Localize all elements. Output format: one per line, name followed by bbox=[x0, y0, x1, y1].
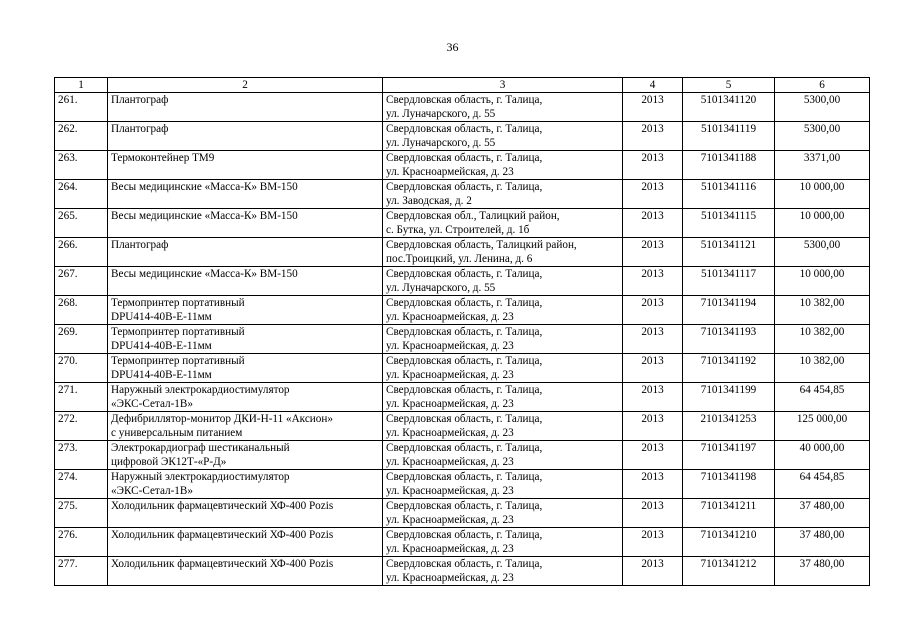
address-cell bbox=[383, 93, 623, 122]
row-number-cell: 269. bbox=[55, 325, 108, 354]
cost-cell: 40 000,00 bbox=[775, 441, 870, 470]
year-cell: 2013 bbox=[623, 528, 683, 557]
year-cell: 2013 bbox=[623, 209, 683, 238]
table-header-row bbox=[55, 78, 870, 93]
item-name-cell-line: DPU414-40B-E-11мм bbox=[111, 311, 212, 323]
table-row bbox=[55, 325, 870, 354]
address-cell bbox=[383, 209, 623, 238]
cost-cell: 37 480,00 bbox=[775, 528, 870, 557]
address-cell-line: ул. Красноармейская, д. 23 bbox=[386, 572, 514, 584]
year-cell: 2013 bbox=[623, 383, 683, 412]
item-name-cell-line: DPU414-40B-E-11мм bbox=[111, 369, 212, 381]
item-name-cell-line: Наружный электрокардиостимулятор bbox=[111, 384, 290, 396]
address-cell-line: Свердловская область, г. Талица, bbox=[386, 558, 543, 570]
item-name-cell-line: Дефибриллятор-монитор ДКИ-Н-11 «Аксион» bbox=[111, 413, 333, 425]
item-name-cell-line: Термопринтер портативный bbox=[111, 297, 245, 309]
year-cell: 2013 bbox=[623, 412, 683, 441]
row-number-cell: 263. bbox=[55, 151, 108, 180]
year-cell: 2013 bbox=[623, 122, 683, 151]
address-cell bbox=[383, 238, 623, 267]
item-name-cell-line: с универсальным питанием bbox=[111, 427, 243, 439]
address-cell-line: Свердловская область, г. Талица, bbox=[386, 384, 543, 396]
column-header-cost: 6 bbox=[775, 78, 870, 93]
column-header-address: 3 bbox=[383, 78, 623, 93]
address-cell-line: Свердловская область, г. Талица, bbox=[386, 297, 543, 309]
row-number-cell: 272. bbox=[55, 412, 108, 441]
table-row bbox=[55, 180, 870, 209]
table-row bbox=[55, 209, 870, 238]
item-name-cell bbox=[108, 528, 383, 557]
cost-cell: 125 000,00 bbox=[775, 412, 870, 441]
table-row bbox=[55, 557, 870, 586]
table-row bbox=[55, 499, 870, 528]
table-row bbox=[55, 383, 870, 412]
item-name-cell bbox=[108, 296, 383, 325]
row-number-cell: 266. bbox=[55, 238, 108, 267]
item-name-cell bbox=[108, 470, 383, 499]
table-row bbox=[55, 441, 870, 470]
item-name-cell bbox=[108, 557, 383, 586]
inventory-number-cell: 7101341210 bbox=[683, 528, 775, 557]
row-number-cell: 270. bbox=[55, 354, 108, 383]
address-cell-line: Свердловская область, г. Талица, bbox=[386, 326, 543, 338]
address-cell-line: ул. Красноармейская, д. 23 bbox=[386, 166, 514, 178]
cost-cell: 10 000,00 bbox=[775, 209, 870, 238]
address-cell bbox=[383, 528, 623, 557]
address-cell-line: Свердловская область, г. Талица, bbox=[386, 268, 543, 280]
year-cell: 2013 bbox=[623, 151, 683, 180]
item-name-cell bbox=[108, 383, 383, 412]
item-name-cell-line: Холодильник фармацевтический ХФ-400 Pozis bbox=[111, 529, 334, 541]
item-name-cell-line: Холодильник фармацевтический ХФ-400 Pozis bbox=[111, 500, 334, 512]
item-name-cell-line: Термопринтер портативный bbox=[111, 326, 245, 338]
table-row bbox=[55, 267, 870, 296]
cost-cell: 10 000,00 bbox=[775, 180, 870, 209]
row-number-cell: 275. bbox=[55, 499, 108, 528]
inventory-number-cell: 7101341199 bbox=[683, 383, 775, 412]
inventory-number-cell: 5101341115 bbox=[683, 209, 775, 238]
item-name-cell bbox=[108, 209, 383, 238]
item-name-cell-line: Плантограф bbox=[111, 123, 169, 135]
row-number-cell: 274. bbox=[55, 470, 108, 499]
address-cell bbox=[383, 499, 623, 528]
row-number-cell: 264. bbox=[55, 180, 108, 209]
inventory-number-cell: 7101341192 bbox=[683, 354, 775, 383]
table-row bbox=[55, 470, 870, 499]
address-cell-line: ул. Красноармейская, д. 23 bbox=[386, 456, 514, 468]
address-cell-line: пос.Троицкий, ул. Ленина, д. 6 bbox=[386, 253, 533, 265]
address-cell-line: Свердловская область, Талицкий район, bbox=[386, 239, 577, 251]
item-name-cell-line: Наружный электрокардиостимулятор bbox=[111, 471, 290, 483]
address-cell-line: Свердловская область, г. Талица, bbox=[386, 529, 543, 541]
address-cell-line: ул. Красноармейская, д. 23 bbox=[386, 369, 514, 381]
column-header-inventory: 5 bbox=[683, 78, 775, 93]
item-name-cell-line: DPU414-40B-E-11мм bbox=[111, 340, 212, 352]
year-cell: 2013 bbox=[623, 441, 683, 470]
cost-cell: 37 480,00 bbox=[775, 499, 870, 528]
address-cell-line: Свердловская область, г. Талица, bbox=[386, 94, 543, 106]
address-cell-line: Свердловская область, г. Талица, bbox=[386, 413, 543, 425]
item-name-cell-line: Термопринтер портативный bbox=[111, 355, 245, 367]
inventory-number-cell: 5101341120 bbox=[683, 93, 775, 122]
item-name-cell bbox=[108, 441, 383, 470]
cost-cell: 10 382,00 bbox=[775, 325, 870, 354]
item-name-cell-line: Холодильник фармацевтический ХФ-400 Pozis bbox=[111, 558, 334, 570]
inventory-number-cell: 7101341211 bbox=[683, 499, 775, 528]
address-cell-line: ул. Красноармейская, д. 23 bbox=[386, 485, 514, 497]
address-cell-line: ул. Красноармейская, д. 23 bbox=[386, 311, 514, 323]
item-name-cell-line: Плантограф bbox=[111, 94, 169, 106]
table-row bbox=[55, 151, 870, 180]
cost-cell: 64 454,85 bbox=[775, 470, 870, 499]
inventory-number-cell: 5101341117 bbox=[683, 267, 775, 296]
address-cell-line: ул. Красноармейская, д. 23 bbox=[386, 398, 514, 410]
address-cell-line: Свердловская область, г. Талица, bbox=[386, 442, 543, 454]
row-number-cell: 265. bbox=[55, 209, 108, 238]
column-header-name: 2 bbox=[108, 78, 383, 93]
year-cell: 2013 bbox=[623, 180, 683, 209]
row-number-cell: 273. bbox=[55, 441, 108, 470]
row-number-cell: 261. bbox=[55, 93, 108, 122]
table-row bbox=[55, 412, 870, 441]
cost-cell: 10 382,00 bbox=[775, 354, 870, 383]
property-table bbox=[54, 77, 870, 586]
item-name-cell-line: «ЭКС-Сетал-1В» bbox=[111, 485, 193, 497]
address-cell-line: с. Бутка, ул. Строителей, д. 1б bbox=[386, 224, 530, 236]
address-cell bbox=[383, 325, 623, 354]
item-name-cell-line: Весы медицинские «Масса-К» ВМ-150 bbox=[111, 181, 298, 193]
item-name-cell-line: Плантограф bbox=[111, 239, 169, 251]
address-cell bbox=[383, 180, 623, 209]
item-name-cell bbox=[108, 325, 383, 354]
cost-cell: 3371,00 bbox=[775, 151, 870, 180]
row-number-cell: 267. bbox=[55, 267, 108, 296]
inventory-number-cell: 5101341119 bbox=[683, 122, 775, 151]
row-number-cell: 271. bbox=[55, 383, 108, 412]
address-cell bbox=[383, 441, 623, 470]
address-cell-line: ул. Луначарского, д. 55 bbox=[386, 137, 496, 149]
address-cell bbox=[383, 122, 623, 151]
item-name-cell bbox=[108, 122, 383, 151]
column-header-year: 4 bbox=[623, 78, 683, 93]
table-row bbox=[55, 528, 870, 557]
row-number-cell: 268. bbox=[55, 296, 108, 325]
item-name-cell-line: Электрокардиограф шестиканальный bbox=[111, 442, 290, 454]
year-cell: 2013 bbox=[623, 296, 683, 325]
row-number-cell: 276. bbox=[55, 528, 108, 557]
table-row bbox=[55, 296, 870, 325]
item-name-cell bbox=[108, 238, 383, 267]
page-number: 36 bbox=[446, 40, 459, 54]
item-name-cell bbox=[108, 499, 383, 528]
inventory-number-cell: 7101341212 bbox=[683, 557, 775, 586]
year-cell: 2013 bbox=[623, 499, 683, 528]
inventory-number-cell: 7101341194 bbox=[683, 296, 775, 325]
item-name-cell-line: Весы медицинские «Масса-К» ВМ-150 bbox=[111, 210, 298, 222]
cost-cell: 5300,00 bbox=[775, 238, 870, 267]
address-cell-line: ул. Красноармейская, д. 23 bbox=[386, 427, 514, 439]
table-row bbox=[55, 354, 870, 383]
table-row bbox=[55, 93, 870, 122]
address-cell bbox=[383, 557, 623, 586]
address-cell-line: ул. Красноармейская, д. 23 bbox=[386, 340, 514, 352]
inventory-number-cell: 7101341198 bbox=[683, 470, 775, 499]
cost-cell: 5300,00 bbox=[775, 93, 870, 122]
cost-cell: 10 382,00 bbox=[775, 296, 870, 325]
inventory-number-cell: 7101341193 bbox=[683, 325, 775, 354]
address-cell bbox=[383, 470, 623, 499]
inventory-number-cell: 5101341121 bbox=[683, 238, 775, 267]
year-cell: 2013 bbox=[623, 238, 683, 267]
year-cell: 2013 bbox=[623, 557, 683, 586]
item-name-cell bbox=[108, 354, 383, 383]
address-cell-line: ул. Луначарского, д. 55 bbox=[386, 108, 496, 120]
address-cell-line: Свердловская обл., Талицкий район, bbox=[386, 210, 560, 222]
year-cell: 2013 bbox=[623, 354, 683, 383]
item-name-cell-line: Термоконтейнер ТМ9 bbox=[111, 152, 215, 164]
address-cell-line: ул. Красноармейская, д. 23 bbox=[386, 514, 514, 526]
address-cell-line: Свердловская область, г. Талица, bbox=[386, 471, 543, 483]
inventory-number-cell: 5101341116 bbox=[683, 180, 775, 209]
address-cell bbox=[383, 354, 623, 383]
row-number-cell: 277. bbox=[55, 557, 108, 586]
item-name-cell bbox=[108, 151, 383, 180]
address-cell-line: Свердловская область, г. Талица, bbox=[386, 181, 543, 193]
column-header-number: 1 bbox=[55, 78, 108, 93]
address-cell-line: ул. Заводская, д. 2 bbox=[386, 195, 472, 207]
address-cell-line: Свердловская область, г. Талица, bbox=[386, 500, 543, 512]
item-name-cell bbox=[108, 93, 383, 122]
address-cell bbox=[383, 296, 623, 325]
table-row bbox=[55, 122, 870, 151]
cost-cell: 5300,00 bbox=[775, 122, 870, 151]
cost-cell: 64 454,85 bbox=[775, 383, 870, 412]
address-cell bbox=[383, 267, 623, 296]
table-body bbox=[55, 93, 870, 586]
inventory-number-cell: 2101341253 bbox=[683, 412, 775, 441]
address-cell bbox=[383, 151, 623, 180]
inventory-number-cell: 7101341188 bbox=[683, 151, 775, 180]
item-name-cell-line: цифровой ЭК12Т-«Р-Д» bbox=[111, 456, 227, 468]
address-cell-line: ул. Луначарского, д. 55 bbox=[386, 282, 496, 294]
year-cell: 2013 bbox=[623, 325, 683, 354]
address-cell-line: Свердловская область, г. Талица, bbox=[386, 152, 543, 164]
address-cell-line: ул. Красноармейская, д. 23 bbox=[386, 543, 514, 555]
item-name-cell-line: «ЭКС-Сетал-1В» bbox=[111, 398, 193, 410]
row-number-cell: 262. bbox=[55, 122, 108, 151]
address-cell-line: Свердловская область, г. Талица, bbox=[386, 123, 543, 135]
address-cell bbox=[383, 383, 623, 412]
item-name-cell bbox=[108, 267, 383, 296]
item-name-cell-line: Весы медицинские «Масса-К» ВМ-150 bbox=[111, 268, 298, 280]
year-cell: 2013 bbox=[623, 470, 683, 499]
cost-cell: 10 000,00 bbox=[775, 267, 870, 296]
address-cell bbox=[383, 412, 623, 441]
cost-cell: 37 480,00 bbox=[775, 557, 870, 586]
item-name-cell bbox=[108, 180, 383, 209]
table-row bbox=[55, 238, 870, 267]
address-cell-line: Свердловская область, г. Талица, bbox=[386, 355, 543, 367]
inventory-number-cell: 7101341197 bbox=[683, 441, 775, 470]
item-name-cell bbox=[108, 412, 383, 441]
year-cell: 2013 bbox=[623, 267, 683, 296]
year-cell: 2013 bbox=[623, 93, 683, 122]
